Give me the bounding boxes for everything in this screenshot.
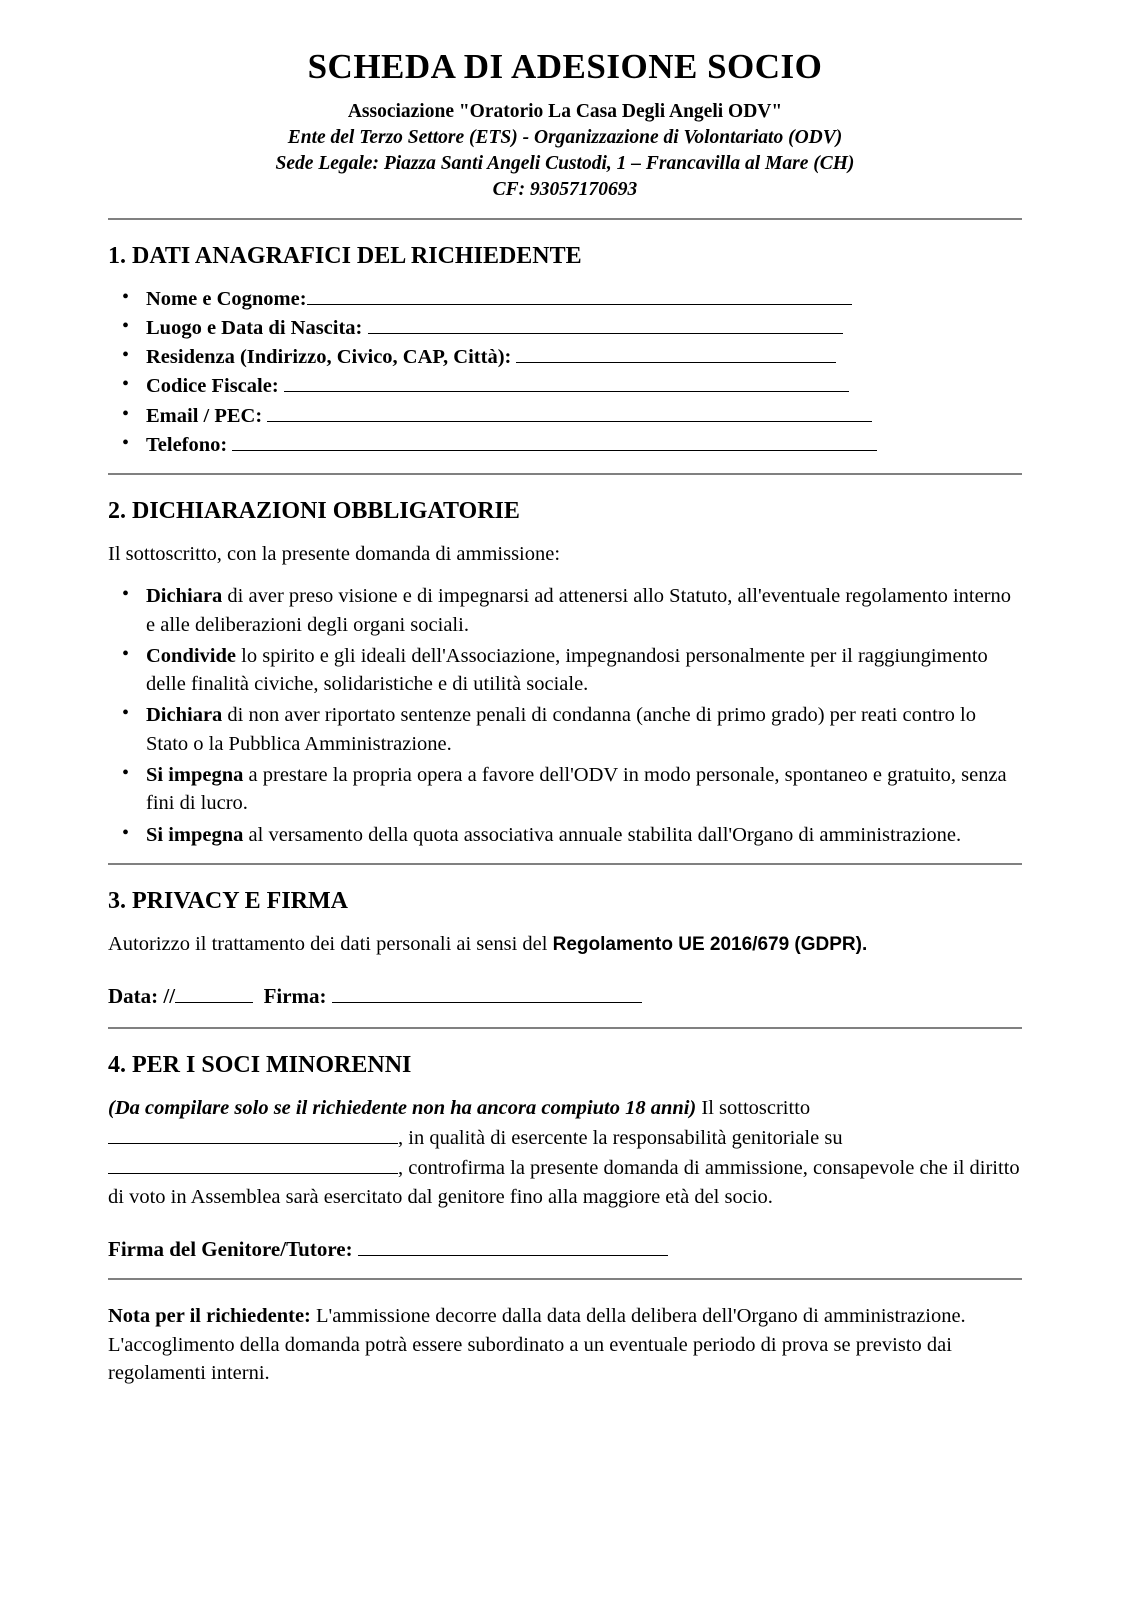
declaration-lead: Si impegna [146,764,244,786]
declaration-lead: Dichiara [146,704,223,727]
field-label-email: Email / PEC: [146,404,263,427]
declaration-text: a prestare la propria opera a favore dell'ODV in modo personale, spontaneo e gratuito, senza fini di lucro. [146,764,1007,815]
page-title: SCHEDA DI ADESIONE SOCIO [307,47,823,86]
section-privacy-firma [108,887,1022,1009]
declaration-text: al versamento della quota associativa annuale stabilita dall'Organo di amministrazione. [243,823,962,846]
declaration-text: lo spirito e gli ideali dell'Associazione, impegnandosi personalmente per il raggiungimento delle finalità civiche, solidaristiche e di utilità sociale. [146,644,988,696]
firma-input[interactable] [332,987,642,1003]
organization-fiscal-code: CF: 93057170693 [492,179,638,201]
firma-label: Firma: [263,984,327,1009]
field-input-telefono[interactable] [232,435,877,451]
note-text: L'ammissione decorre dalla data della delibera dell'Organo di amministrazione. L'accoglimento della domanda potrà essere subordinato a un eventuale periodo di prova se previsto dai regolamenti interni. [108,1305,966,1385]
list-item [108,372,1022,400]
privacy-text: Autorizzo il trattamento dei dati personali ai sensi del [108,932,553,955]
field-input-residenza[interactable] [516,347,836,363]
list-item [108,701,1022,758]
data-input[interactable] [175,987,253,1003]
organization-address: Sede Legale: Piazza Santi Angeli Custodi, 1 – Francavilla al Mare (CH) [275,153,855,175]
list-item [108,431,1022,459]
field-input-nascita[interactable] [368,318,843,334]
data-label: Data: // [108,984,176,1009]
section-2-title: 2. DICHIARAZIONI OBBLIGATORIE [108,498,520,525]
minore-nome-input[interactable] [108,1158,398,1174]
firma-tutore-row [108,1237,1022,1262]
declaration-text: di non aver riportato sentenze penali di condanna (anche di primo grado) per reati contro lo Stato o la Pubblica Amministrazione. [146,704,976,755]
field-label-residenza: Residenza (Indirizzo, Civico, CAP, Città): [146,346,512,369]
dichiarazioni-intro: Il sottoscritto, con la presente domanda di ammissione: [108,543,561,566]
field-label-nascita: Luogo e Data di Nascita: [146,316,363,339]
section-2-divider [108,863,1022,865]
list-item [108,343,1022,371]
section-dati-anagrafici [108,242,1022,459]
declaration-lead: Condivide [146,644,236,667]
document-header [108,48,1022,204]
minorenni-text-b: , in qualità di esercente la responsabilità genitoriale su [398,1126,843,1149]
minorenni-italic-note: (Da compilare solo se il richiedente non ha ancora compiuto 18 anni) [108,1097,697,1120]
list-item [108,642,1022,699]
note-lead: Nota per il richiedente: [108,1305,311,1327]
firma-tutore-label: Firma del Genitore/Tutore: [108,1237,353,1261]
anagrafici-field-list [108,285,1022,460]
data-firma-row [108,984,1022,1009]
field-input-email[interactable] [267,406,872,422]
section-3-divider [108,1027,1022,1029]
list-item [108,285,1022,313]
header-divider [108,218,1022,220]
section-1-divider [108,473,1022,475]
privacy-statement [108,930,1022,959]
dichiarazioni-list [108,582,1022,849]
list-item [108,314,1022,342]
genitore-nome-input[interactable] [108,1128,398,1144]
gdpr-reference: Regolamento UE 2016/679 (GDPR). [552,933,868,955]
section-3-title: 3. PRIVACY E FIRMA [108,887,348,914]
minorenni-text-c: , controfirma la presente domanda di ammissione, consapevole che il diritto di voto in Assemblea sarà esercitato dal genitore fino alla maggiore età del socio. [108,1156,1020,1209]
list-item [108,402,1022,430]
note-richiedente [108,1302,1022,1388]
minorenni-paragraph [108,1094,1022,1213]
section-4-divider [108,1278,1022,1280]
field-input-nome[interactable] [307,289,852,305]
declaration-lead: Si impegna [146,823,244,846]
field-label-nome: Nome e Cognome: [146,287,307,310]
section-dichiarazioni [108,497,1022,849]
field-input-codice-fiscale[interactable] [284,376,849,392]
firma-tutore-input[interactable] [358,1240,668,1256]
field-label-telefono: Telefono: [146,433,228,456]
declaration-lead: Dichiara [146,585,223,608]
list-item [108,821,1022,849]
section-4-title: 4. PER I SOCI MINORENNI [108,1052,412,1079]
section-1-title: 1. DATI ANAGRAFICI DEL RICHIEDENTE [108,242,582,269]
section-soci-minorenni [108,1051,1022,1262]
list-item [108,582,1022,639]
declaration-text: di aver preso visione e di impegnarsi ad attenersi allo Statuto, all'eventuale regolamento interno e alle deliberazioni degli organi sociali. [146,585,1012,636]
minorenni-text-a: Il sottoscritto [696,1097,811,1120]
organization-type: Ente del Terzo Settore (ETS) - Organizzazione di Volontariato (ODV) [287,126,843,148]
field-label-codice-fiscale: Codice Fiscale: [146,375,279,398]
list-item [108,761,1022,818]
organization-name: Associazione "Oratorio La Casa Degli Angeli ODV" [347,100,783,122]
